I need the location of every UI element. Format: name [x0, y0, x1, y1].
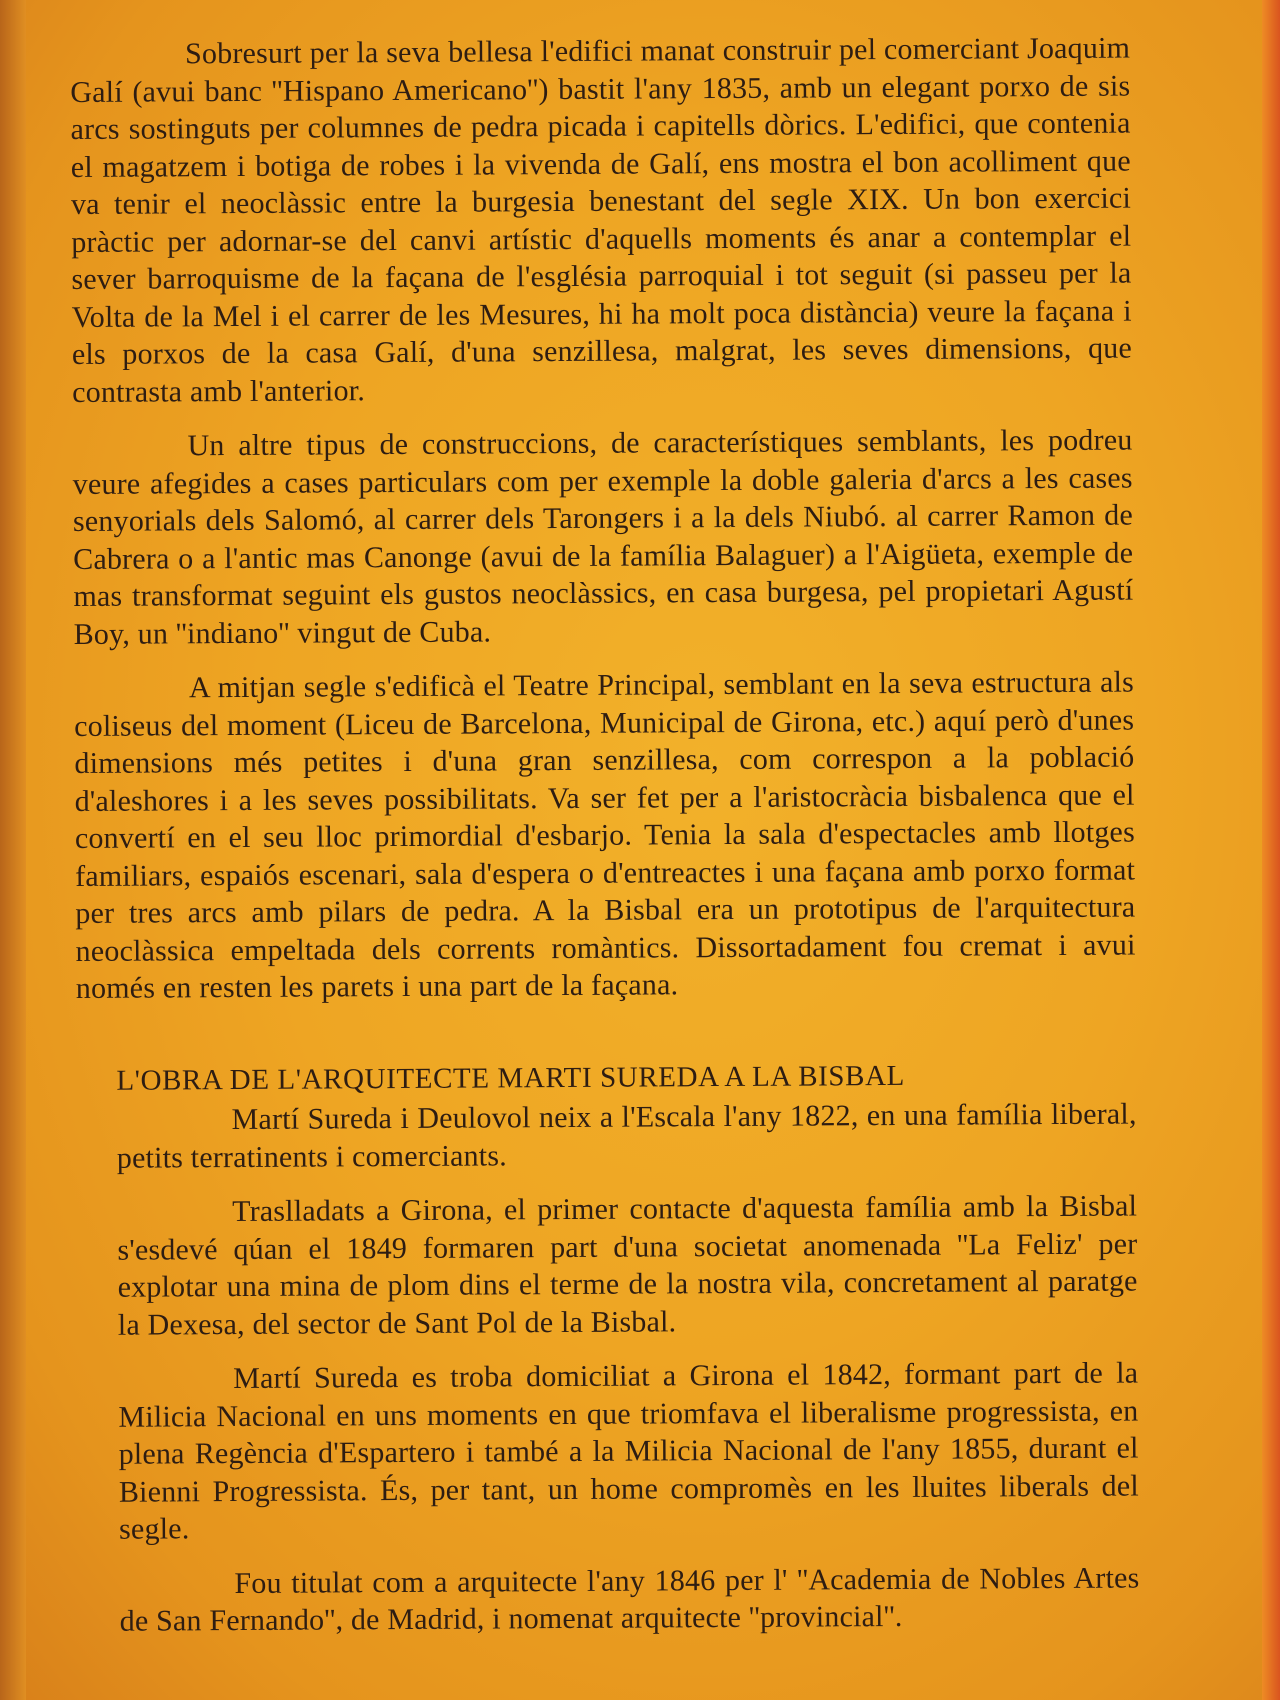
paragraph-sureda-birth: Martí Sureda i Deulovol neix a l'Escala l'any 1822, en una família liberal, petits terratinents i comerciants. [116, 1097, 1137, 1175]
paragraph-gali-building: Sobresurt per la seva bellesa l'edifici manat construir pel comerciant Joaquim Galí (avui banc ''Hispano Americano'') bastit l'any 1835, amb un elegant porxo de sis arcs sostinguts per columnes de pedra picada i capitells dòrics. L'edifici, que contenia el magatzem i botiga de robes i la vivenda de Galí, ens mostra el bon acolliment que va tenir el neoclàssic entre la burgesia benestant del segle XIX. Un bon exercici pràctic per adornar-se del canvi artístic d'aquells moments és anar a contemplar el sever barroquisme de la façana de l'església parroquial i tot seguit (si passeu per la Volta de la Mel i el carrer de les Mesures, hi ha molt poca distància) veure la façana i els porxos de la casa Galí, d'una senzillesa, malgrat, les seves dimensions, que contrasta amb l'anterior. [70, 31, 1133, 409]
page-left-edge [0, 0, 26, 1700]
paragraph-sureda-title: Fou titulat com a arquitecte l'any 1846 per l' ''Academia de Nobles Artes de San Fernando'', de Madrid, i nomenat arquitecte ''provincial''. [119, 1560, 1140, 1638]
page-text [70, 30, 1140, 1658]
paragraph-sureda-milicia: Martí Sureda es troba domiciliat a Girona el 1842, formant part de la Milicia Nacional en uns moments en que triomfava el liberalisme progressista, en plena Regència d'Espartero i també a la Milicia Nacional de l'any 1855, durant el Bienni Progressista. És, per tant, un home compromès en les lluites liberals del segle. [118, 1356, 1139, 1546]
section-heading: L'OBRA DE L'ARQUITECTE MARTI SUREDA A LA BISBAL [116, 1059, 905, 1097]
paragraph-other-constructions: Un altre tipus de construccions, de característiques semblants, les podreu veure afegides a cases particulars com per exemple la doble galeria d'arcs a les cases senyorials dels Salomó, al carrer dels Tarongers i a la dels Niubó. al carrer Ramon de Cabrera o a l'antic mas Canonge (avui de la família Balaguer) a l'Aigüeta, exemple de mas transformat seguint els gustos neoclàssics, en casa burgesa, pel propietari Agustí Boy, un ''indiano'' vingut de Cuba. [72, 423, 1134, 651]
paragraph-teatre-principal: A mitjan segle s'edificà el Teatre Principal, semblant en la seva estructura als coliseus del moment (Liceu de Barcelona, Municipal de Girona, etc.) aquí però d'unes dimensions més petites i d'una gran senzillesa, com correspon a la població d'aleshores i a les seves possibilitats. Va ser fet per a l'aristocràcia bisbalenca que el convertí en el seu lloc primordial d'esbarjo. Tenia la sala d'espectacles amb llotges familiars, espaiós escenari, sala d'espera o d'entreactes i una façana amb porxo format per tres arcs amb pilars de pedra. A la Bisbal era un prototipus de l'arquitectura neoclàssica empeltada dels corrents romàntics. Dissortadament fou cremat i avui només en resten les parets i una part de la façana. [74, 665, 1136, 1005]
paragraph-sureda-girona: Traslladats a Girona, el primer contacte d'aquesta família amb la Bisbal s'esdevé qúan el 1849 formaren part d'una societat anomenada ''La Feliz' per explotar una mina de plom dins el terme de la nostra vila, concretament al paratge la Dexesa, del sector de Sant Pol de la Bisbal. [117, 1189, 1138, 1342]
page-right-edge [1262, 0, 1280, 1700]
